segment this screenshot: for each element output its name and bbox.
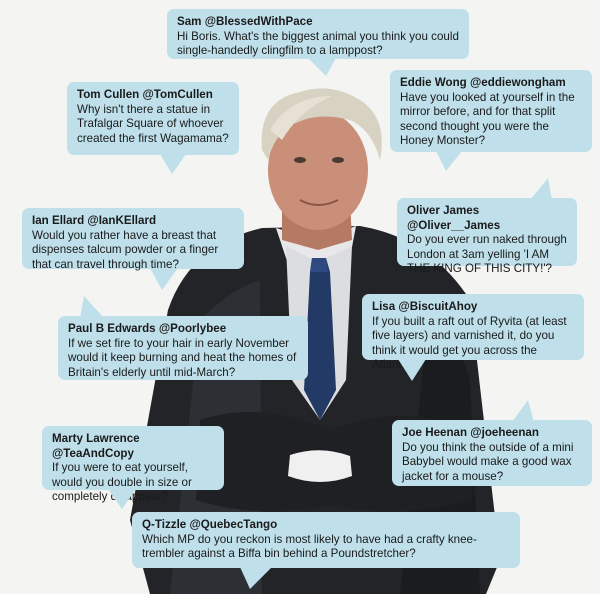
tweet-bubble-eddie-wong <box>390 70 592 152</box>
bubble-tail <box>512 400 534 422</box>
tweet-handle: Tom Cullen @TomCullen <box>77 88 213 101</box>
tweet-bubble-lisa <box>362 294 584 372</box>
tweet-message: Hi Boris. What's the biggest animal you think you could single-handedly clingfilm to a lamppost? <box>177 29 459 58</box>
tweet-handle: Paul B Edwards @Poorlybee <box>68 322 227 335</box>
tweet-handle: Lisa @BiscuitAhoy <box>372 300 478 313</box>
tweet-message: Which MP do you reckon is most likely to have had a crafty knee-trembler against a Biffa bin behind a Poundstretcher? <box>142 532 477 561</box>
bubble-tail <box>160 154 186 174</box>
tweet-bubble-sam <box>167 9 469 59</box>
bubble-tail <box>308 58 336 76</box>
bubble-tail <box>530 178 552 200</box>
tweet-bubble-tom-cullen <box>67 82 239 155</box>
tweet-bubble-oliver-james <box>397 198 577 276</box>
tweet-handle: Joe Heenan @joeheenan <box>402 426 539 439</box>
tweet-handle: Eddie Wong @eddiewongham <box>400 76 566 89</box>
bubble-tail <box>80 296 104 318</box>
tweet-bubble-ian-ellard <box>22 208 244 269</box>
tweet-message: If we set fire to your hair in early November would it keep burning and heat the homes of Britain's elderly until mid-March? <box>68 336 297 379</box>
bubble-tail <box>398 359 426 381</box>
bubble-tail <box>436 151 462 171</box>
tweet-message: Have you looked at yourself in the mirror before, and for that split second thought you were the Honey Monster? <box>400 90 575 148</box>
tweet-bubble-q-tizzle <box>132 512 520 568</box>
tweet-message: If you built a raft out of Ryvita (at least five layers) and varnished it, do you think it would get you across the Atlantic? <box>372 314 567 372</box>
tweet-bubble-marty-lawrence <box>42 426 224 504</box>
tweet-handle: Marty Lawrence @TeaAndCopy <box>52 432 140 460</box>
tweet-handle: Oliver James @Oliver__James <box>407 204 501 232</box>
tweet-handle: Q-Tizzle @QuebecTango <box>142 518 278 531</box>
tweet-message: Why isn't there a statue in Trafalgar Square of whoever created the first Wagamama? <box>77 102 229 145</box>
tweet-message: If you were to eat yourself, would you double in size or completely disappear? <box>52 461 192 504</box>
tweet-handle: Sam @BlessedWithPace <box>177 15 313 28</box>
tweet-handle: Ian Ellard @IanKEllard <box>32 214 157 227</box>
bubble-tail <box>240 567 272 589</box>
bubble-tail <box>150 268 178 290</box>
bubble-tail <box>108 489 136 509</box>
tweet-message: Would you rather have a breast that dispenses talcum powder or a finger that can travel through time? <box>32 228 219 271</box>
tweet-bubble-paul-b-edwards <box>58 316 308 380</box>
tweet-bubble-joe-heenan <box>392 420 592 486</box>
tweet-message: Do you ever run naked through London at 3am yelling 'I AM THE KING OF THIS CITY!'? <box>407 233 567 276</box>
tweet-message: Do you think the outside of a mini Babybel would make a good wax jacket for a mouse? <box>402 440 574 483</box>
